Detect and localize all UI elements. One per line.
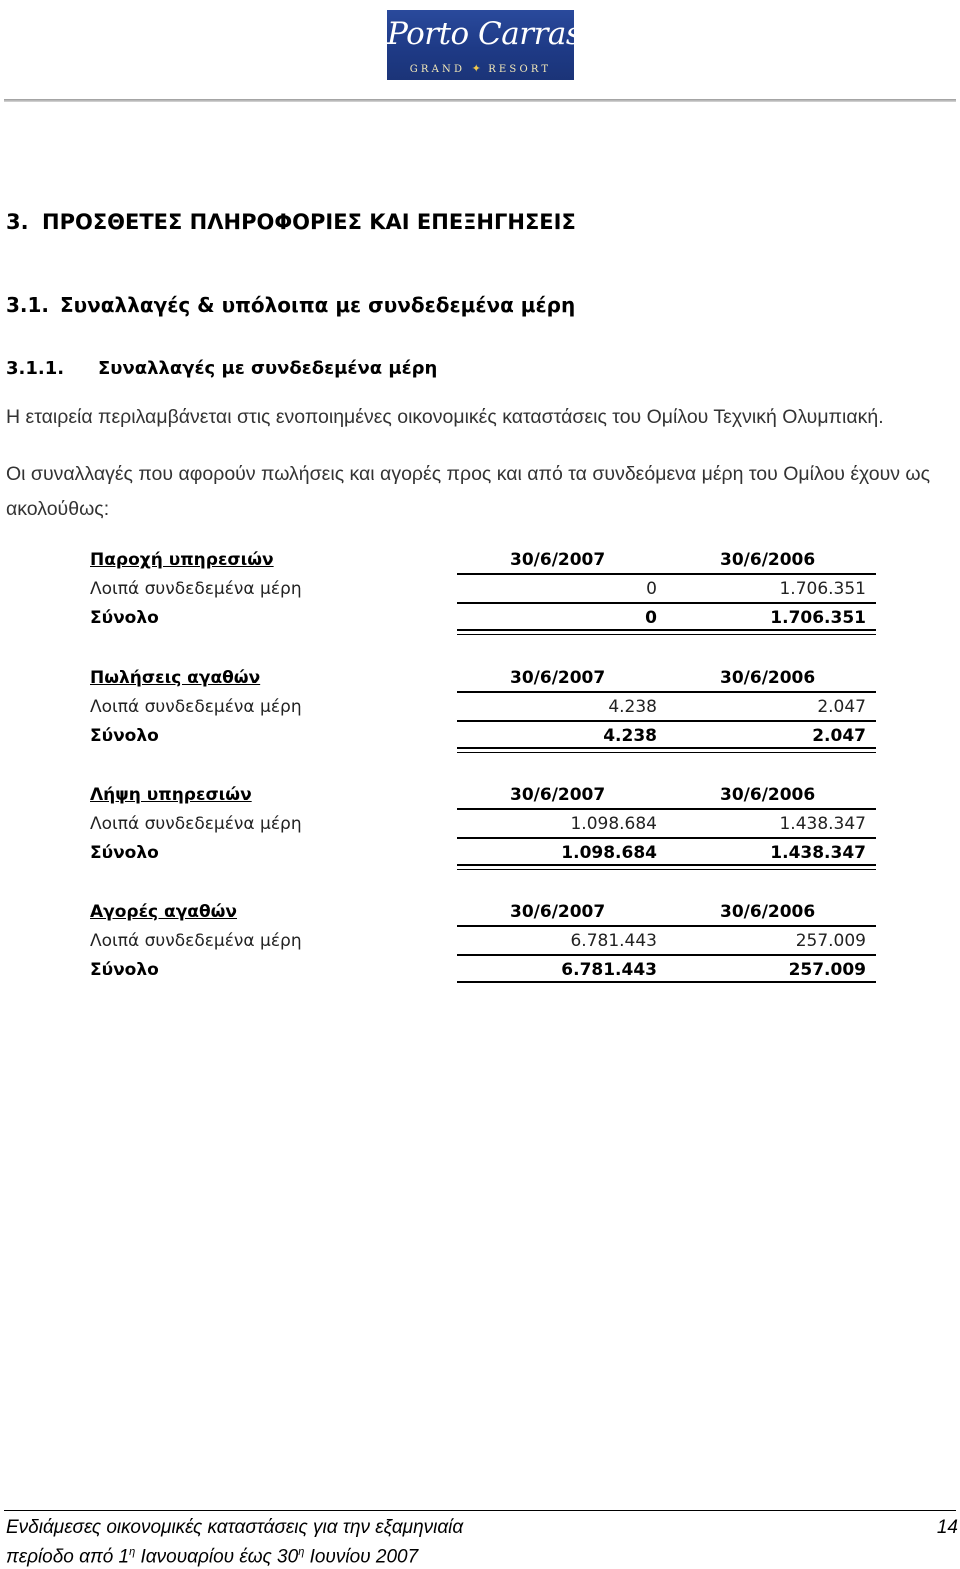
header-divider (4, 99, 956, 102)
subsection-heading (6, 293, 575, 317)
total-double-underline (457, 752, 876, 753)
table-title: Παροχή υπηρεσιών (90, 550, 274, 570)
total-underline (457, 981, 876, 983)
footer-line-1: Ενδιάμεσες οικονομικές καταστάσεις για την εξαμηνιαία (6, 1517, 464, 1538)
total-label: Σύνολο (90, 960, 159, 980)
total-2007: 4.238 (603, 726, 657, 746)
footer-text-b: Ιανουαρίου έως 30 (135, 1546, 299, 1568)
table-header-row (90, 546, 876, 575)
total-row (90, 956, 876, 985)
footer-sup-2: η (298, 1546, 305, 1558)
page-number: 14 (936, 1517, 958, 1538)
total-2006: 1.706.351 (770, 608, 866, 628)
column-header-2006: 30/6/2006 (720, 668, 816, 688)
logo-script-text: Porto Carras (387, 16, 582, 52)
column-header-2007: 30/6/2007 (510, 785, 606, 805)
services-received-table (90, 781, 876, 868)
table-title: Πωλήσεις αγαθών (90, 668, 261, 688)
table-header-row (90, 898, 876, 927)
total-underline (457, 629, 876, 631)
total-row (90, 604, 876, 633)
value-2006: 2.047 (817, 697, 866, 717)
subsubsection-title: Συναλλαγές με συνδεδεμένα μέρη (98, 358, 438, 379)
page-footer (6, 1516, 958, 1569)
table-row (90, 927, 876, 956)
value-2006: 1.706.351 (779, 579, 866, 599)
column-header-2007: 30/6/2007 (510, 902, 606, 922)
row-label: Λοιπά συνδεδεμένα μέρη (90, 814, 302, 834)
table-row (90, 810, 876, 839)
goods-purchases-table (90, 898, 876, 985)
column-header-2006: 30/6/2006 (720, 785, 816, 805)
total-row (90, 722, 876, 751)
value-2007: 6.781.443 (570, 931, 657, 951)
row-label: Λοιπά συνδεδεμένα μέρη (90, 697, 302, 717)
total-underline (457, 747, 876, 749)
total-double-underline (457, 869, 876, 870)
column-header-2007: 30/6/2007 (510, 550, 606, 570)
total-underline (457, 864, 876, 866)
star-icon: ✦ (471, 62, 482, 75)
goods-sales-table (90, 664, 876, 751)
total-2006: 1.438.347 (770, 843, 866, 863)
section-number: 3. (6, 210, 29, 234)
column-header-2006: 30/6/2006 (720, 902, 816, 922)
value-2006: 257.009 (795, 931, 866, 951)
footer-text-a: περίοδο από 1 (6, 1546, 130, 1568)
intro-paragraph: Η εταιρεία περιλαμβάνεται στις ενοποιημένες οικονομικές καταστάσεις του Ομίλου Τεχνική Ολυμπιακή. (6, 406, 884, 428)
value-2006: 1.438.347 (779, 814, 866, 834)
column-header-2007: 30/6/2007 (510, 668, 606, 688)
footer-line-2 (6, 1540, 958, 1569)
services-provided-table (90, 546, 876, 633)
value-2007: 1.098.684 (570, 814, 657, 834)
column-header-2006: 30/6/2006 (720, 550, 816, 570)
row-label: Λοιπά συνδεδεμένα μέρη (90, 579, 302, 599)
total-row (90, 839, 876, 868)
table-row (90, 575, 876, 604)
logo-word-grand: GRAND (409, 64, 466, 75)
total-label: Σύνολο (90, 726, 159, 746)
row-label: Λοιπά συνδεδεμένα μέρη (90, 931, 302, 951)
table-title: Αγορές αγαθών (90, 902, 238, 922)
transactions-paragraph: Οι συναλλαγές που αφορούν πωλήσεις και αγορές προς και από τα συνδεόμενα μέρη του Ομίλου έχουν ως ακολούθως: (6, 463, 931, 520)
section-heading (6, 210, 576, 234)
value-2007: 0 (646, 579, 657, 599)
total-2007: 0 (645, 608, 657, 628)
subsection-number: 3.1. (6, 293, 50, 317)
table-header-row (90, 781, 876, 810)
footer-sup-1: η (129, 1546, 136, 1558)
total-2007: 6.781.443 (561, 960, 657, 980)
total-label: Σύνολο (90, 608, 159, 628)
total-2006: 2.047 (812, 726, 866, 746)
subsection-title: Συναλλαγές & υπόλοιπα με συνδεδεμένα μέρη (60, 293, 576, 317)
logo-subtitle (387, 62, 574, 75)
total-2007: 1.098.684 (561, 843, 657, 863)
logo-word-resort: RESORT (488, 64, 552, 75)
table-row (90, 693, 876, 722)
table-title: Λήψη υπηρεσιών (90, 785, 252, 805)
footer-divider (4, 1510, 956, 1511)
footer-text-c: Ιουνίου 2007 (304, 1546, 419, 1568)
company-logo (387, 10, 582, 80)
total-2006: 257.009 (788, 960, 866, 980)
total-double-underline (457, 634, 876, 635)
subsubsection-number: 3.1.1. (6, 358, 65, 379)
value-2007: 4.238 (608, 697, 657, 717)
table-header-row (90, 664, 876, 693)
section-title: ΠΡΟΣΘΕΤΕΣ ΠΛΗΡΟΦΟΡΙΕΣ ΚΑΙ ΕΠΕΞΗΓΗΣΕΙΣ (42, 210, 576, 234)
subsubsection-heading (6, 358, 437, 379)
total-label: Σύνολο (90, 843, 159, 863)
